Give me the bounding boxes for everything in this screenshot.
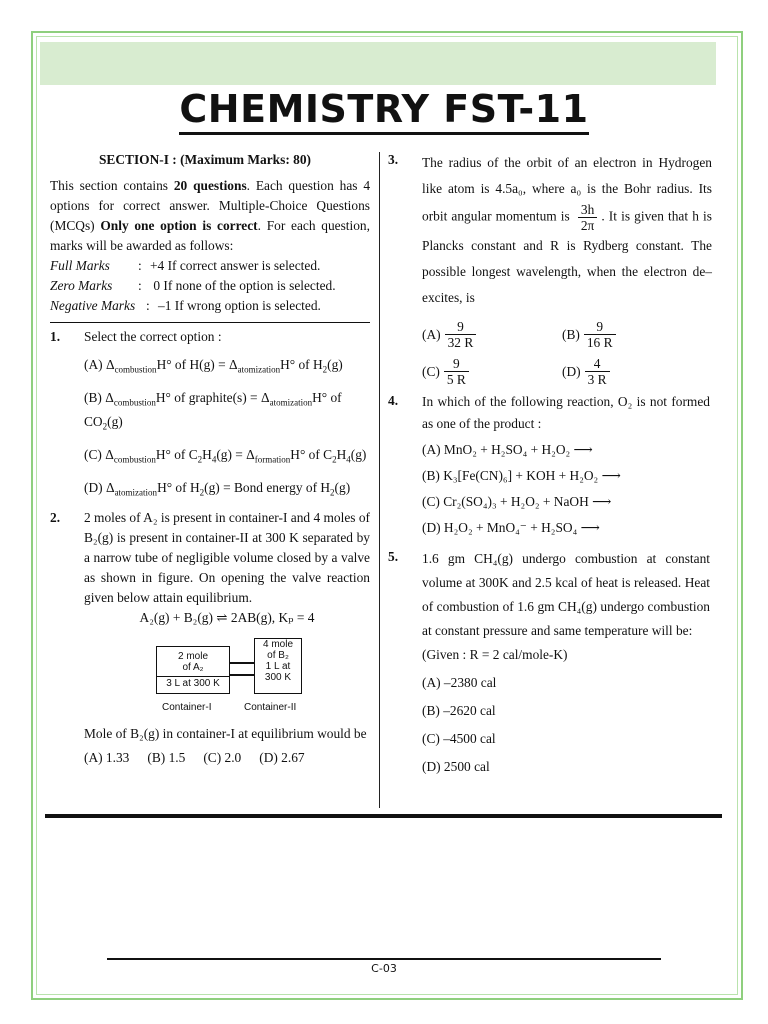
header-banner <box>40 42 716 85</box>
tube-top <box>229 662 255 664</box>
q3-stem: The radius of the orbit of an electron in Hydrogen like atom is 4.5a₀, where a₀ is the Bohr radius. Its orbit angular momentum is $\frac{3h}{2\pi}$ . It is given that h is Plancks constant and R is Rydberg constant. The possible longest wavelength, when the electron de–excites, is (A) $\frac{9}{32 R}$ (B) $\frac{9}{16 R}$ (C) $\frac{9}{5 R}$ (D) $\frac{4}{3 R}$ <box>422 155 712 387</box>
section-divider <box>50 322 370 323</box>
page-number: C-03 <box>371 962 397 975</box>
right-column <box>388 150 710 779</box>
q5-option-b: (B) –2620 cal <box>422 703 496 718</box>
marks-row-zero: Zero Marks : 0 If none of the option is selected. <box>50 278 336 293</box>
q2-options: (A) 1.33 (B) 1.5 (C) 2.0 (D) 2.67 <box>84 750 305 766</box>
q1-option-a: (A) $\Delta_{combustion}H^\circ$ of $H(g) = \Delta_{atomization}H^\circ$ of $H_2(g)$ <box>84 357 343 375</box>
q4-option-b: (B) K₃[Fe(CN)₆] + KOH + H₂O₂ ⟶ <box>422 468 621 483</box>
q1-option-c: (C) $\Delta_{combustion}H^\circ$ of $C_2H_4(g) = \Delta_{formation}H^\circ$ of $C_2H_4(g)$ <box>84 447 367 465</box>
q5-stem: 1.6 gm CH₄(g) undergo combustion at constant volume at 300K and 2.5 kcal of heat is released. Heat of combustion of 1.6 gm CH₄(g) undergo combustion at constant pressure and same temperature will be: <box>422 551 710 638</box>
footer-rule <box>107 958 661 960</box>
question-2: 2. 2 moles of A₂ is present in container-I and 4 moles of B₂(g) is present in container-II at 300 K separated by a narrow tube of negligible volume closed by a valve as shown in figure. On opening the valve reaction given below attain equilibrium. A₂(g) + B₂(g) ⇌ 2AB(g), Kₚ = 4 2 mole of A₂ 3 L at 300 K 4 mole of B₂ 1 L at 300 K Container-I Container-II Mole of B₂(g) in container-I at equilibrium would be (A) 1.33 (B) 1.5 (C) 2.0 (D) 2.67 <box>50 508 370 768</box>
q3-option-a: (A) $\frac{9}{32 R}$ <box>422 319 562 350</box>
section-intro: This section contains 20 questions. Each question has 4 options for correct answer. Multiple-Choice Questions (MCQs) Only one option is correct. For each question, marks will be awarded as follows: <box>50 178 371 253</box>
q2-question: Mole of B₂(g) in container-I at equilibrium would be <box>84 726 367 742</box>
q3-options <box>422 319 712 387</box>
q3-option-c: (C) $\frac{9}{5 R}$ <box>422 356 562 387</box>
left-column <box>50 150 370 768</box>
q3-option-d: (D) $\frac{4}{3 R}$ <box>562 356 712 387</box>
column-divider <box>379 152 380 808</box>
question-5: 5. 1.6 gm CH₄(g) undergo combustion at constant volume at 300K and 2.5 kcal of heat is released. Heat of combustion of 1.6 gm CH₄(g) undergo combustion at constant pressure and same temperature will be: (Given : R = 2 cal/mole-K) (A) –2380 cal (B) –2620 cal (C) –4500 cal (D) 2500 cal <box>388 547 710 779</box>
marks-row-negative: Negative Marks : –1 If wrong option is selected. <box>50 298 321 313</box>
q3-option-b: (B) $\frac{9}{16 R}$ <box>562 319 712 350</box>
marks-row-full: Full Marks : +4 If correct answer is selected. <box>50 258 321 273</box>
bottom-rule <box>45 814 722 818</box>
container-1-box: 2 mole of A₂ 3 L at 300 K <box>156 646 230 694</box>
q1-stem: Select the correct option : <box>84 329 222 344</box>
q2-equation: A₂(g) + B₂(g) ⇌ 2AB(g), Kₚ = 4 <box>139 610 315 626</box>
q4-option-a: (A) MnO₂ + H₂SO₄ + H₂O₂ ⟶ <box>422 442 593 457</box>
q5-option-c: (C) –4500 cal <box>422 731 496 746</box>
q1-option-b: (B) $\Delta_{combustion}H^\circ$ of graphite(s) = $\Delta_{atomization}H^\circ$ of $CO_2(g)$ <box>84 389 342 433</box>
container-diagram <box>84 638 370 718</box>
container-2-caption: Container-II <box>244 702 297 714</box>
container-1-caption: Container-I <box>162 702 212 714</box>
section-heading: SECTION-I : (Maximum Marks: 80) <box>98 152 311 167</box>
tube-bottom <box>229 674 255 676</box>
q4-option-c: (C) Cr₂(SO₄)₃ + H₂O₂ + NaOH ⟶ <box>422 494 612 509</box>
page-title: CHEMISTRY FST-11 <box>0 87 768 131</box>
question-1: 1. Select the correct option : (A) $\Delta_{combustion}H^\circ$ of $H(g) = \Delta_{atomization}H^\circ$ of $H_2(g)$ (B) $\Delta_{combustion}H^\circ$ of graphite(s) = $\Delta_{atomization}H^\circ$ of $CO_2(g)$ (C) $\Delta_{combustion}H^\circ$ of $C_2H_4(g) = \Delta_{formation}H^\circ$ of $C_2H_4(g)$ (D) $\Delta_{atomization}H^\circ$ of $H_2(g)$ = Bond energy of $H_2(g)$ <box>50 327 370 502</box>
question-4: 4. In which of the following reaction, O₂ is not formed as one of the product : (A) MnO₂ + H₂SO₄ + H₂O₂ ⟶ (B) K₃[Fe(CN)₆] + KOH + H₂O₂ ⟶ (C) Cr₂(SO₄)₃ + H₂O₂ + NaOH ⟶ (D) H₂O₂ + MnO₄⁻ + H₂SO₄ ⟶ <box>388 391 710 539</box>
container-2-box: 4 mole of B₂ 1 L at 300 K <box>254 638 302 694</box>
q5-option-a: (A) –2380 cal <box>422 675 497 690</box>
q5-option-d: (D) 2500 cal <box>422 759 490 774</box>
q4-option-d: (D) H₂O₂ + MnO₄⁻ + H₂SO₄ ⟶ <box>422 520 600 535</box>
question-3: 3. The radius of the orbit of an electron in Hydrogen like atom is 4.5a₀, where a₀ is the Bohr radius. Its orbit angular momentum is $\frac{3h}{2\pi}$ . It is given that h is Plancks constant and R is Rydberg constant. The possible longest wavelength, when the electron de–excites, is (A) $\frac{9}{32 R}$ (B) $\frac{9}{16 R}$ (C) $\frac{9}{5 R}$ (D) $\frac{4}{3 R}$ <box>388 152 712 387</box>
q5-given: (Given : R = 2 cal/mole-K) <box>422 647 568 662</box>
q2-stem: 2 moles of A₂ is present in container-I and 4 moles of B₂(g) is present in container-II at 300 K separated by a narrow tube of negligible volume closed by a valve as shown in figure. On opening the valve reaction given below attain equilibrium. <box>84 510 370 606</box>
q1-option-d: (D) $\Delta_{atomization}H^\circ$ of $H_2(g)$ = Bond energy of $H_2(g)$ <box>84 479 351 498</box>
q4-stem: In which of the following reaction, O₂ is not formed as one of the product : <box>422 394 710 431</box>
